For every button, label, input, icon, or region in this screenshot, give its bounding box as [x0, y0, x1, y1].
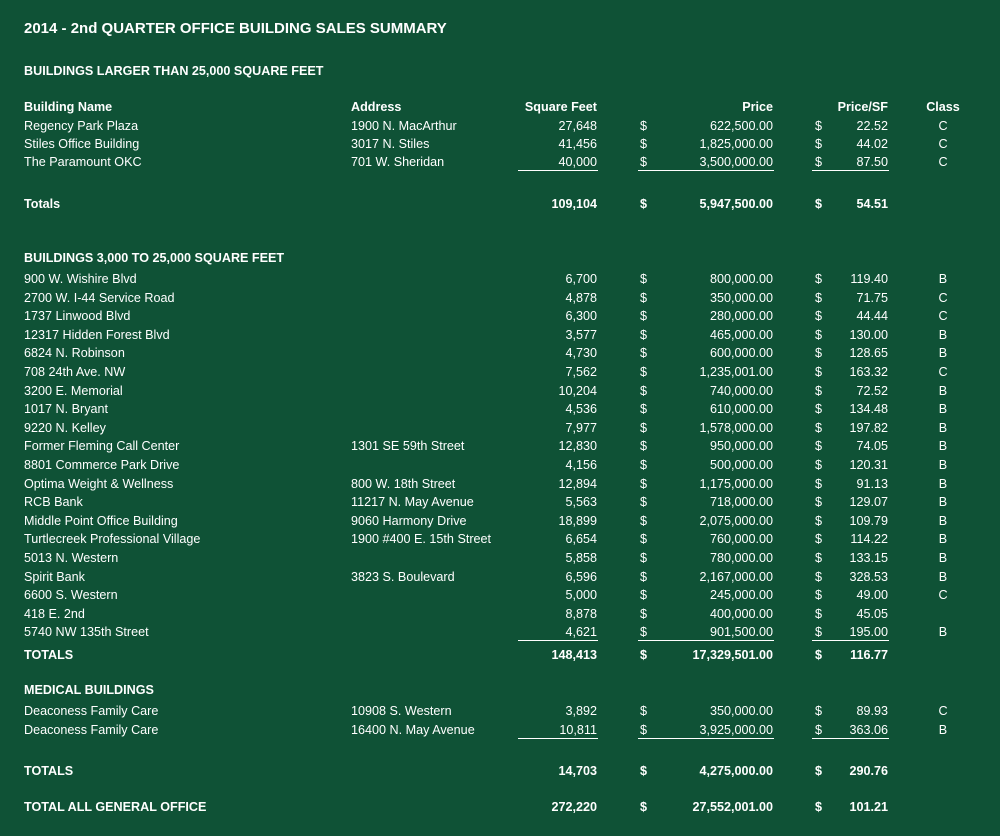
price-per-sf: 363.06 [849, 722, 888, 737]
price-per-sf: 328.53 [849, 569, 888, 584]
sale-price: 622,500.00 [709, 119, 773, 133]
totals-currency: $ [815, 764, 823, 778]
currency-symbol: $ [640, 476, 648, 491]
square-feet: 4,621 [565, 625, 597, 640]
price-per-sf: 22.52 [856, 119, 888, 133]
square-feet: 10,204 [558, 383, 597, 398]
currency-symbol: $ [640, 346, 648, 361]
price-per-sf: 134.48 [849, 402, 888, 417]
header-address: Address [351, 100, 402, 114]
sale-price: 950,000.00 [709, 439, 773, 454]
sale-price: 2,167,000.00 [699, 569, 773, 584]
price-per-sf: 74.05 [856, 439, 888, 454]
building-address: 3823 S. Boulevard [351, 569, 455, 584]
currency-symbol: $ [815, 476, 823, 491]
currency-symbol: $ [640, 327, 648, 342]
table-row [0, 456, 1000, 474]
currency-symbol: $ [815, 365, 823, 379]
grand-total-label: TOTAL ALL GENERAL OFFICE [24, 800, 207, 814]
header-class: Class [926, 100, 960, 114]
currency-symbol: $ [640, 532, 648, 547]
totals-sqft: 109,104 [551, 197, 597, 211]
building-address: 1301 SE 59th Street [351, 439, 465, 454]
square-feet: 7,977 [565, 420, 597, 435]
square-feet: 6,300 [565, 309, 597, 324]
currency-symbol: $ [815, 704, 823, 718]
section-heading-mid: BUILDINGS 3,000 TO 25,000 SQUARE FEET [24, 251, 285, 265]
totals-currency: $ [640, 197, 648, 211]
building-name: 9220 N. Kelley [24, 420, 106, 435]
building-name: 8801 Commerce Park Drive [24, 458, 180, 472]
currency-symbol: $ [815, 309, 823, 324]
sale-price: 800,000.00 [709, 272, 773, 286]
table-row [0, 419, 1000, 437]
totals-price: 4,275,000.00 [699, 764, 773, 778]
building-class: C [938, 588, 948, 603]
square-feet: 6,654 [565, 532, 597, 547]
building-address: 9060 Harmony Drive [351, 513, 467, 528]
currency-symbol: $ [640, 495, 648, 510]
currency-symbol: $ [640, 420, 648, 435]
building-class: B [938, 722, 948, 737]
building-name: 1017 N. Bryant [24, 402, 109, 417]
price-per-sf: 109.79 [849, 513, 888, 528]
currency-symbol: $ [815, 606, 823, 621]
table-row [0, 512, 1000, 530]
building-class: B [938, 513, 948, 528]
price-per-sf: 91.13 [856, 476, 888, 491]
currency-symbol: $ [640, 155, 648, 169]
currency-symbol: $ [815, 458, 823, 472]
price-per-sf: 71.75 [856, 290, 888, 305]
totals-label: TOTALS [24, 648, 74, 662]
building-name: Middle Point Office Building [24, 513, 178, 528]
totals-sqft: 14,703 [558, 764, 597, 778]
price-per-sf: 114.22 [850, 532, 888, 547]
square-feet: 10,811 [559, 722, 597, 737]
building-name: 2700 W. I-44 Service Road [24, 290, 175, 305]
totals-psf: 54.51 [856, 197, 888, 211]
building-class: B [938, 551, 948, 565]
building-address: 10908 S. Western [351, 704, 452, 718]
totals-psf: 290.76 [849, 764, 888, 778]
total-underline [812, 170, 889, 171]
currency-symbol: $ [815, 439, 823, 454]
sale-price: 350,000.00 [709, 290, 773, 305]
price-per-sf: 44.02 [856, 137, 888, 151]
building-class: B [938, 327, 948, 342]
building-class: C [938, 155, 948, 169]
grand-total-price: 27,552,001.00 [692, 800, 773, 814]
currency-symbol: $ [640, 402, 648, 417]
table-row [0, 344, 1000, 362]
building-name: 6600 S. Western [24, 588, 118, 603]
building-class: B [938, 383, 948, 398]
square-feet: 4,730 [565, 346, 597, 361]
table-row [0, 117, 1000, 135]
building-address: 701 W. Sheridan [351, 155, 445, 169]
building-address: 16400 N. May Avenue [351, 722, 475, 737]
building-name: Optima Weight & Wellness [24, 476, 174, 491]
section-heading-medical: MEDICAL BUILDINGS [24, 683, 154, 697]
page-title: 2014 - 2nd QUARTER OFFICE BUILDING SALES SUMMARY [24, 20, 447, 37]
currency-symbol: $ [815, 625, 823, 640]
building-class: B [938, 346, 948, 361]
currency-symbol: $ [640, 458, 648, 472]
table-row [0, 530, 1000, 548]
building-name: 5740 NW 135th Street [24, 625, 149, 640]
square-feet: 5,563 [565, 495, 597, 510]
sale-price: 1,578,000.00 [699, 420, 773, 435]
totals-row-medical [0, 762, 1000, 780]
square-feet: 12,830 [558, 439, 597, 454]
currency-symbol: $ [815, 327, 823, 342]
table-row [0, 605, 1000, 623]
currency-symbol: $ [815, 137, 823, 151]
square-feet: 3,892 [565, 704, 597, 718]
building-name: The Paramount OKC [24, 155, 142, 169]
price-per-sf: 130.00 [849, 327, 888, 342]
currency-symbol: $ [640, 365, 648, 379]
sale-price: 1,825,000.00 [699, 137, 773, 151]
building-name: 6824 N. Robinson [24, 346, 125, 361]
currency-symbol: $ [815, 722, 823, 737]
total-underline [518, 738, 598, 739]
totals-currency: $ [640, 648, 648, 662]
totals-row-large [0, 195, 1000, 213]
totals-psf: 116.77 [850, 648, 888, 662]
table-row [0, 400, 1000, 418]
square-feet: 41,456 [558, 137, 597, 151]
building-class: B [938, 439, 948, 454]
currency-symbol: $ [640, 137, 648, 151]
sale-price: 2,075,000.00 [699, 513, 773, 528]
table-row [0, 568, 1000, 586]
square-feet: 5,858 [565, 551, 597, 565]
price-per-sf: 45.05 [856, 606, 888, 621]
currency-symbol: $ [640, 272, 648, 286]
totals-label: TOTALS [24, 764, 74, 778]
table-row [0, 153, 1000, 171]
building-class: B [938, 625, 948, 640]
square-feet: 4,536 [565, 402, 597, 417]
building-class: C [938, 119, 948, 133]
square-feet: 40,000 [558, 155, 597, 169]
price-per-sf: 120.31 [849, 458, 888, 472]
currency-symbol: $ [815, 402, 823, 417]
header-building-name: Building Name [24, 100, 113, 114]
currency-symbol: $ [815, 290, 823, 305]
price-per-sf: 44.44 [856, 309, 888, 324]
table-row [0, 135, 1000, 153]
square-feet: 18,899 [558, 513, 597, 528]
totals-currency: $ [640, 764, 648, 778]
square-feet: 7,562 [565, 365, 597, 379]
totals-label: Totals [24, 197, 61, 211]
grand-total-row [0, 798, 1000, 816]
table-row [0, 623, 1000, 641]
square-feet: 5,000 [565, 588, 597, 603]
table-row [0, 549, 1000, 567]
square-feet: 8,878 [565, 606, 597, 621]
table-row [0, 702, 1000, 720]
building-name: 5013 N. Western [24, 551, 119, 565]
currency-symbol: $ [640, 383, 648, 398]
totals-currency: $ [815, 648, 823, 662]
building-class: C [938, 309, 948, 324]
sale-price: 718,000.00 [709, 495, 773, 510]
building-name: Turtlecreek Professional Village [24, 532, 201, 547]
sale-price: 1,235,001.00 [699, 365, 773, 379]
section-heading-large: BUILDINGS LARGER THAN 25,000 SQUARE FEET [24, 64, 324, 78]
total-underline [638, 170, 774, 171]
square-feet: 27,648 [558, 119, 597, 133]
building-class: C [938, 365, 948, 379]
currency-symbol: $ [640, 569, 648, 584]
currency-symbol: $ [640, 588, 648, 603]
currency-symbol: $ [815, 272, 823, 286]
currency-symbol: $ [815, 155, 823, 169]
sale-price: 600,000.00 [709, 346, 773, 361]
currency-symbol: $ [640, 625, 648, 640]
price-per-sf: 133.15 [849, 551, 888, 565]
building-address: 1900 N. MacArthur [351, 119, 457, 133]
totals-sqft: 148,413 [551, 648, 597, 662]
building-class: B [938, 272, 948, 286]
table-row [0, 363, 1000, 381]
building-class: B [938, 476, 948, 491]
totals-currency: $ [815, 197, 823, 211]
building-name: Deaconess Family Care [24, 704, 159, 718]
building-class: B [938, 569, 948, 584]
building-name: 3200 E. Memorial [24, 383, 123, 398]
building-name: 708 24th Ave. NW [24, 365, 126, 379]
building-class: C [938, 290, 948, 305]
price-per-sf: 49.00 [856, 588, 888, 603]
currency-symbol: $ [640, 722, 648, 737]
sale-price: 610,000.00 [709, 402, 773, 417]
currency-symbol: $ [640, 513, 648, 528]
column-header-row [0, 98, 1000, 116]
square-feet: 4,878 [565, 290, 597, 305]
building-class: C [938, 704, 948, 718]
grand-total-sqft: 272,220 [551, 800, 597, 814]
grand-total-psf: 101.21 [849, 800, 888, 814]
currency-symbol: $ [640, 309, 648, 324]
building-class: B [938, 495, 948, 510]
building-class: C [938, 137, 948, 151]
square-feet: 6,700 [565, 272, 597, 286]
building-name: Stiles Office Building [24, 137, 140, 151]
price-per-sf: 119.40 [850, 272, 888, 286]
building-name: 418 E. 2nd [24, 606, 85, 621]
building-address: 800 W. 18th Street [351, 476, 456, 491]
currency-symbol: $ [640, 439, 648, 454]
sale-price: 740,000.00 [709, 383, 773, 398]
header-square-feet: Square Feet [524, 100, 597, 114]
table-row [0, 270, 1000, 288]
total-underline [518, 640, 598, 641]
sale-price: 245,000.00 [709, 588, 773, 603]
table-row [0, 475, 1000, 493]
square-feet: 3,577 [565, 327, 597, 342]
currency-symbol: $ [640, 119, 648, 133]
table-row [0, 307, 1000, 325]
building-name: Former Fleming Call Center [24, 439, 180, 454]
total-underline [638, 640, 774, 641]
sale-price: 500,000.00 [709, 458, 773, 472]
total-underline [812, 738, 889, 739]
sale-price: 3,500,000.00 [699, 155, 773, 169]
currency-symbol: $ [815, 420, 823, 435]
currency-symbol: $ [815, 588, 823, 603]
sale-price: 901,500.00 [709, 625, 773, 640]
price-per-sf: 195.00 [849, 625, 888, 640]
table-row [0, 493, 1000, 511]
grand-total-currency: $ [640, 800, 648, 814]
total-underline [638, 738, 774, 739]
grand-total-currency: $ [815, 800, 823, 814]
currency-symbol: $ [640, 704, 648, 718]
price-per-sf: 128.65 [849, 346, 888, 361]
totals-row-mid [0, 646, 1000, 664]
header-price-per-sf: Price/SF [837, 100, 888, 114]
sale-price: 780,000.00 [709, 551, 773, 565]
currency-symbol: $ [815, 551, 823, 565]
price-per-sf: 89.93 [856, 704, 888, 718]
sale-price: 3,925,000.00 [699, 722, 773, 737]
table-row [0, 586, 1000, 604]
table-row [0, 382, 1000, 400]
building-address: 11217 N. May Avenue [351, 495, 474, 510]
building-name: Deaconess Family Care [24, 722, 159, 737]
table-row [0, 721, 1000, 739]
table-row [0, 437, 1000, 455]
table-row [0, 326, 1000, 344]
price-per-sf: 129.07 [849, 495, 888, 510]
sale-price: 760,000.00 [709, 532, 773, 547]
currency-symbol: $ [640, 551, 648, 565]
building-address: 1900 #400 E. 15th Street [351, 532, 492, 547]
square-feet: 12,894 [558, 476, 597, 491]
currency-symbol: $ [640, 290, 648, 305]
price-per-sf: 87.50 [856, 155, 888, 169]
price-per-sf: 197.82 [849, 420, 888, 435]
sale-price: 350,000.00 [709, 704, 773, 718]
building-address: 3017 N. Stiles [351, 137, 430, 151]
currency-symbol: $ [815, 495, 823, 510]
currency-symbol: $ [815, 346, 823, 361]
totals-price: 17,329,501.00 [692, 648, 773, 662]
building-name: Regency Park Plaza [24, 119, 139, 133]
building-name: Spirit Bank [24, 569, 85, 584]
building-name: RCB Bank [24, 495, 83, 510]
table-row [0, 289, 1000, 307]
total-underline [518, 170, 598, 171]
currency-symbol: $ [815, 119, 823, 133]
square-feet: 6,596 [565, 569, 597, 584]
sale-price: 465,000.00 [709, 327, 773, 342]
price-per-sf: 163.32 [849, 365, 888, 379]
sale-price: 400,000.00 [709, 606, 773, 621]
sale-price: 280,000.00 [709, 309, 773, 324]
building-name: 12317 Hidden Forest Blvd [24, 327, 170, 342]
sale-price: 1,175,000.00 [699, 476, 773, 491]
currency-symbol: $ [815, 513, 823, 528]
square-feet: 4,156 [565, 458, 597, 472]
building-name: 1737 Linwood Blvd [24, 309, 131, 324]
building-class: B [938, 532, 948, 547]
price-per-sf: 72.52 [856, 383, 888, 398]
currency-symbol: $ [815, 532, 823, 547]
total-underline [812, 640, 889, 641]
building-class: B [938, 420, 948, 435]
currency-symbol: $ [815, 569, 823, 584]
building-class: B [938, 402, 948, 417]
building-class: B [938, 458, 948, 472]
currency-symbol: $ [640, 606, 648, 621]
currency-symbol: $ [815, 383, 823, 398]
header-price: Price [742, 100, 773, 114]
building-name: 900 W. Wishire Blvd [24, 272, 137, 286]
totals-price: 5,947,500.00 [699, 197, 773, 211]
